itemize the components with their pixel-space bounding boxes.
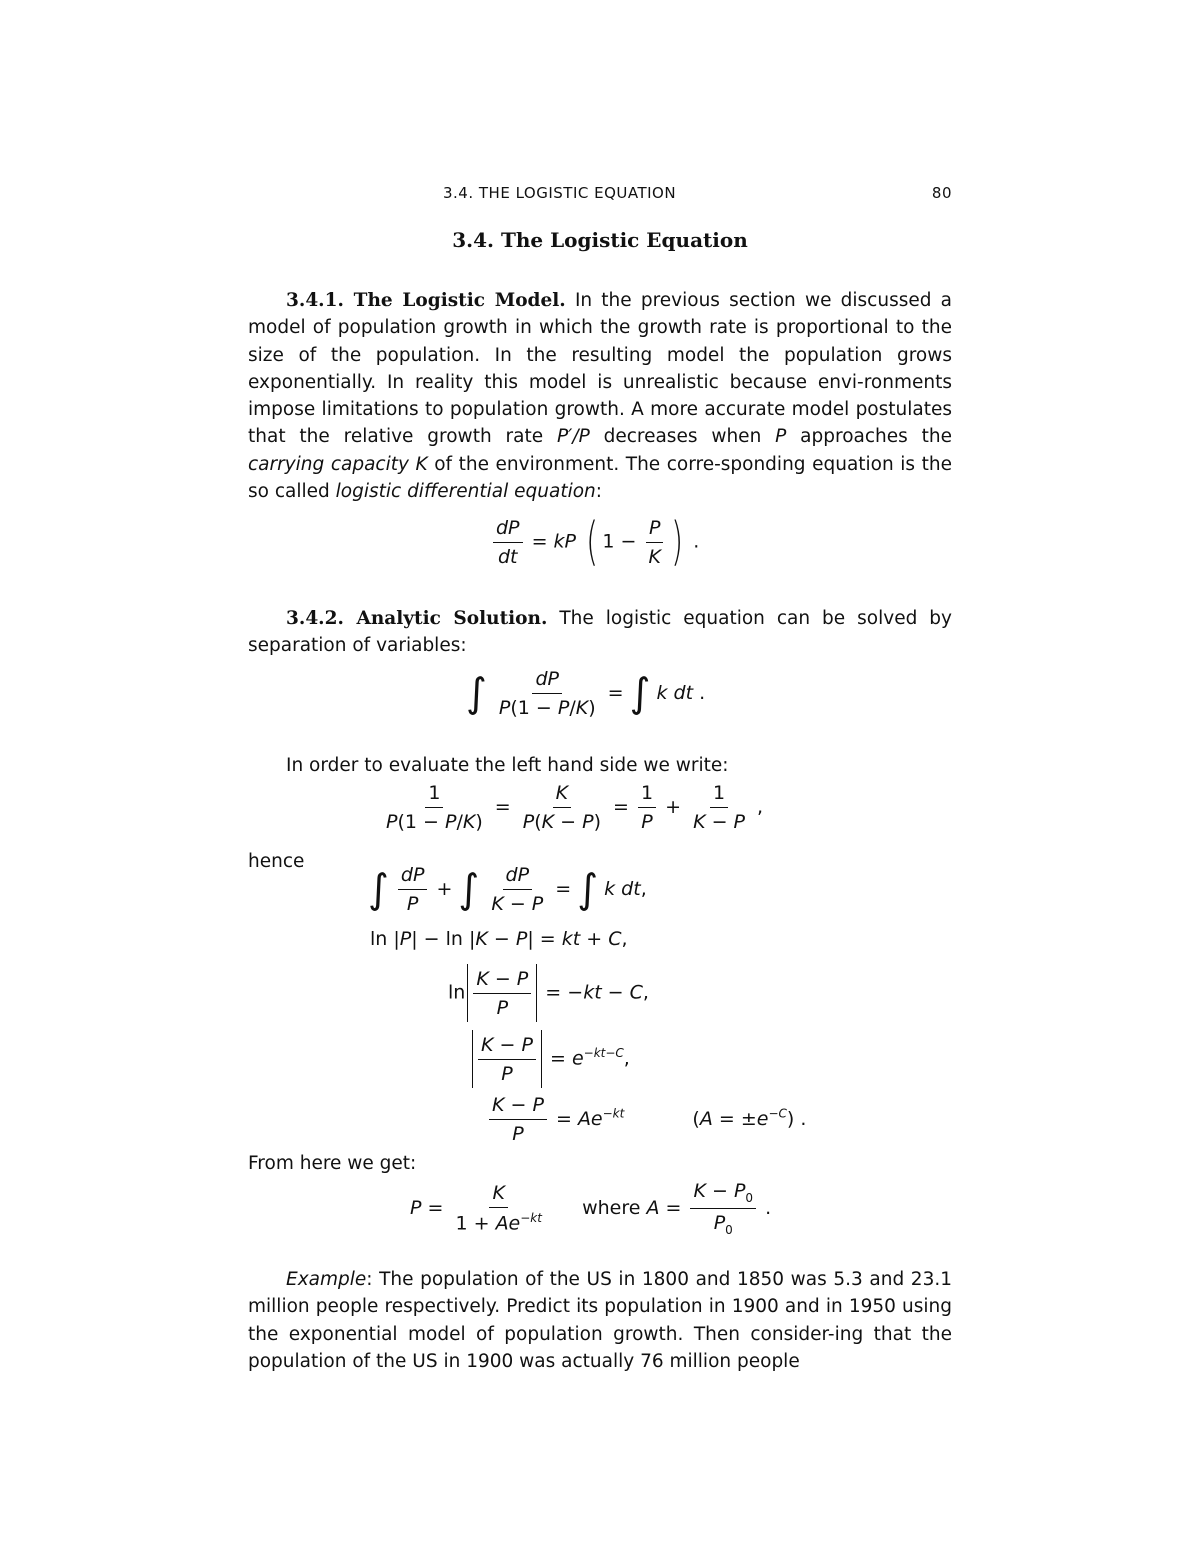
equation-logs: ln |P| − ln |K − P| = kt + C, xyxy=(370,928,628,950)
equation-logistic: $\frac{dP}{dt}$ = kP ( 1 − $\frac{P}{K}$ ) . xyxy=(490,512,699,572)
equation-abs-exp: $\frac{K - P}{P}$ = $e^{-kt-C}$, xyxy=(470,1030,630,1088)
section-title: 3.4. The Logistic Equation xyxy=(452,228,748,252)
subsection-heading-logistic-model: 3.4.1. The Logistic Model. xyxy=(286,290,566,311)
text-where: where xyxy=(582,1196,641,1219)
paragraph-evaluate: In order to evaluate the left hand side we write: xyxy=(286,755,729,776)
page-number: 80 xyxy=(931,184,952,202)
equation-ratio: $\frac{K - P}{P}$ = $Ae^{-kt}$ $(A = \pm e^{-C})$ . xyxy=(486,1094,806,1145)
equation-ln-abs: ln $\frac{K - P}{P}$ = −kt − C, xyxy=(448,964,649,1022)
example-label: Example xyxy=(286,1269,367,1290)
running-title: 3.4. THE LOGISTIC EQUATION xyxy=(443,184,677,202)
paragraph-analytic-solution: 3.4.2. Analytic Solution. The logistic equation can be solved by separation of variables: xyxy=(248,608,952,657)
equation-partial-fractions: $\frac{1}{P(1 - P/K)}$ = $\frac{K}{P(K - P)}$ = $\frac{1}{P}$ + $\frac{1}{K - P}$ , xyxy=(386,782,764,833)
equation-separation: ∫ $\frac{dP}{P(1 - P/K)}$ = ∫ k dt . xyxy=(466,668,706,719)
equation-integrals: ∫ $\frac{dP}{P}$ + ∫ $\frac{dP}{K - P}$ = ∫ k dt, xyxy=(368,864,647,915)
paragraph-example: Example: The population of the US in 1800 and 1850 was 5.3 and 23.1 million people respectively. Predict its population in 1900 and in 1950 using the exponential model of population growth. Then consider-ing that the population of the US in 1900 was actually 76 million people xyxy=(248,1269,952,1372)
text-hence: hence xyxy=(248,851,305,872)
equation-solution: P = $\frac{K}{1 + Ae^{-kt}}$ where A = $\frac{K - P_0}{P_0}$ . xyxy=(410,1180,772,1237)
paragraph-logistic-model: 3.4.1. The Logistic Model. In the previous section we discussed a model of population growth in which the growth rate is proportional to the size of the population. In the resulting model the population grows exponentially. In reality this model is unrealistic because envi-ronments impose limitations to population growth. A more accurate model postulates that the relative growth rate P′/P decreases when P approaches the carrying capacity K of the environment. The corre-sponding equation is the so called logistic differential equation: xyxy=(248,290,953,503)
subsection-heading-analytic-solution: 3.4.2. Analytic Solution. xyxy=(286,608,548,629)
text-from-here: From here we get: xyxy=(248,1153,417,1174)
